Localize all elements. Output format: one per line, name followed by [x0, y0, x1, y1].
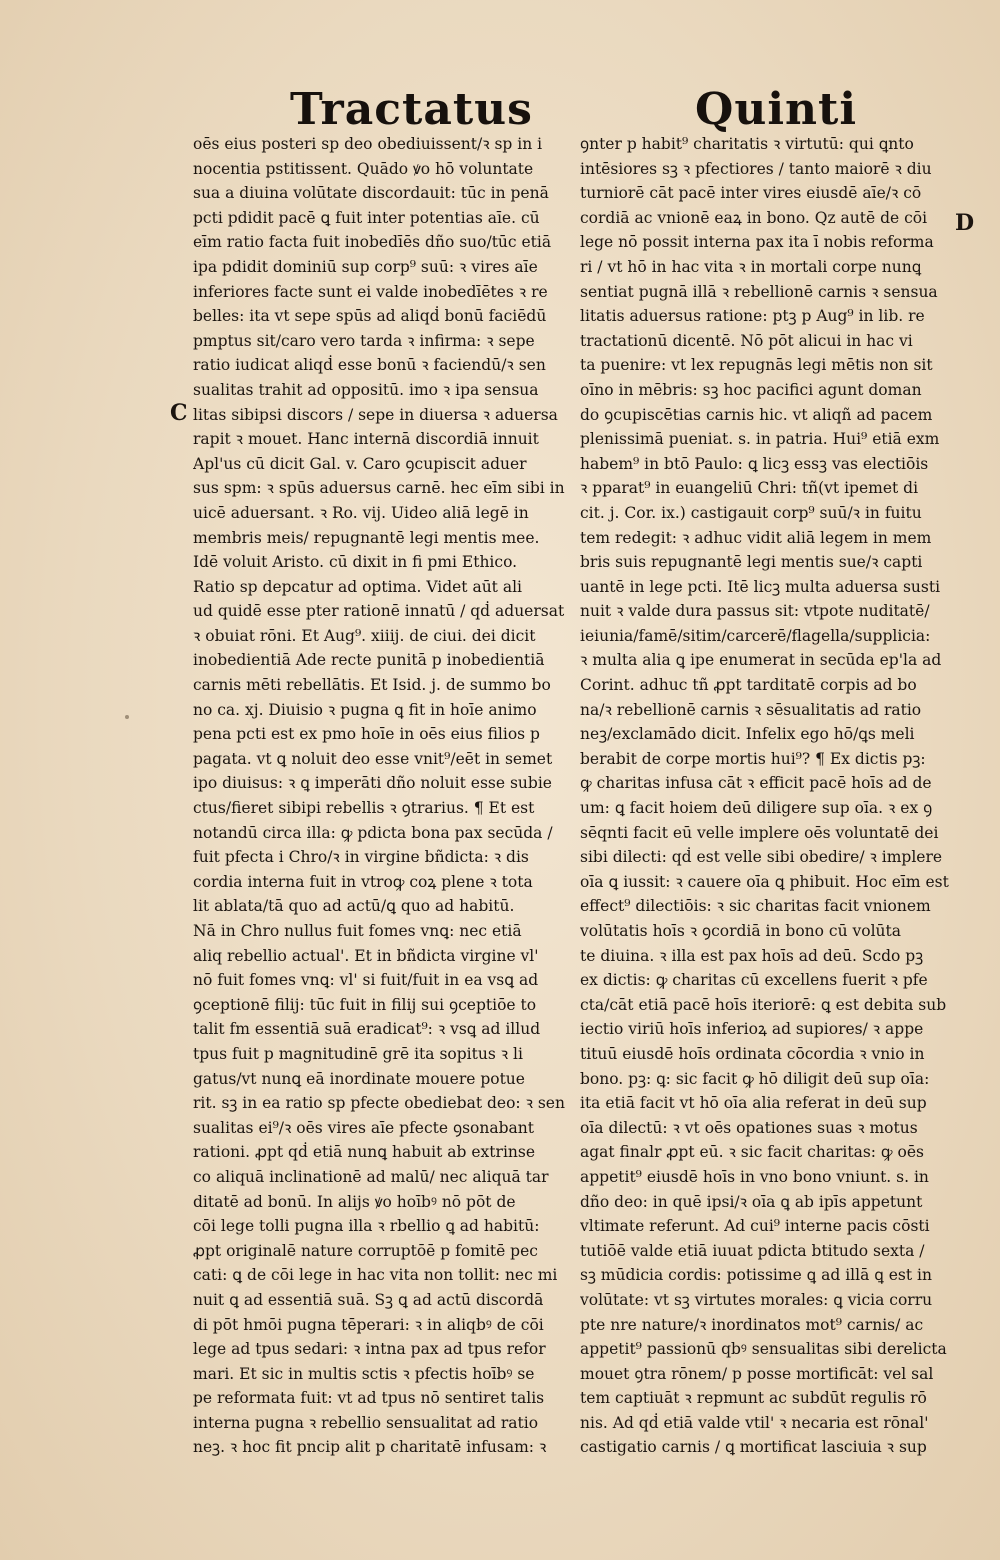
- text-line: te diuina. ꝛ illa est pax hoīs ad deū. Scdo pꝫ: [580, 946, 924, 965]
- text-line: tractationū dicentē. Nō pōt alicui in hac vi: [580, 331, 913, 350]
- text-line: rapit ꝛ mouet. Hanc internā discordiā innuit: [193, 430, 539, 449]
- text-line: sꝫ mūdicia cordis: potissime ꝗ ad illā ꝗ est in: [580, 1266, 932, 1285]
- text-line: volūtate: vt sꝫ virtutes morales: ꝗ vicia corru: [580, 1290, 933, 1309]
- text-line: ud quidē esse pter rationē innatū / qḋ aduersat: [193, 602, 565, 621]
- text-line: litas sibipsi discors / sepe in diuersa ꝛ aduersa: [193, 405, 558, 424]
- text-line: Idē voluit Aristo. cū dixit in fi pmi Ethico.: [193, 553, 518, 572]
- text-line: ipo diuisus: ꝛ ꝗ imperāti dño noluit esse subie: [193, 774, 552, 793]
- text-line: tituū eiusdē hoīs ordinata cōcordia ꝛ vnio in: [580, 1044, 925, 1063]
- text-line: vltimate referunt. Ad cui⁹ interne pacis cōsti: [580, 1217, 930, 1236]
- text-line: tutiōē valde etiā iuuat pdicta btitudo sexta /: [580, 1241, 925, 1260]
- text-line: pte nre nature/ꝛ inordinatos mot⁹ carnis/ ac: [580, 1315, 924, 1334]
- text-line: ꝯnter p habit⁹ charitatis ꝛ virtutū: qui ꝗnto: [580, 135, 914, 153]
- text-line: ri / vt hō in hac vita ꝛ in mortali corpe nunꝗ: [580, 257, 922, 276]
- text-line: Corint. adhuc tñ ꝓpt tarditatē corpis ad bo: [580, 676, 917, 695]
- text-line: ratio iudicat aliqḋ esse bonū ꝛ faciendū/ꝛ sen: [193, 356, 546, 375]
- text-line: pcti pdidit pacē ꝗ fuit inter potentias aīe. cū: [193, 208, 540, 227]
- text-line: dño deo: in quē ipsi/ꝛ oīa ꝗ ab ipīs appetunt: [580, 1192, 923, 1211]
- text-line: mari. Et sic in multis sctis ꝛ pfectis hoībꝰ se: [193, 1364, 535, 1383]
- text-line: ieiunia/famē/sitim/carcerē/flagella/supplicia:: [580, 626, 931, 645]
- text-line: mouet ꝯtra rōnem/ p posse mortificāt: vel sal: [580, 1364, 934, 1383]
- text-line: carnis mēti rebellātis. Et Isid. j. de summo bo: [193, 676, 551, 695]
- header-right-word: Quinti: [695, 84, 858, 135]
- text-line: nō fuit fomes vnꝗ: vl' si fuit/fuit in ea vsꝗ ad: [193, 971, 539, 990]
- text-line: habem⁹ in btō Paulo: ꝗ licꝫ essꝫ vas electiōis: [580, 454, 929, 473]
- text-line: lege ad tpus sedari: ꝛ intna pax ad tpus refor: [193, 1340, 546, 1359]
- text-line: notandū circa illa: ꝙ pdicta bona pax secūda /: [193, 823, 553, 842]
- text-line: appetit⁹ passionū qbꝰ sensualitas sibi derelicta: [580, 1340, 947, 1359]
- text-line: cit. j. Cor. ix.) castigauit corp⁹ suū/ꝛ in fuitu: [580, 503, 922, 522]
- text-line: bono. pꝫ: ꝗ: sic facit ꝙ hō diligit deū sup oīa:: [580, 1069, 930, 1088]
- text-line: tpus fuit p magnitudinē grē ita sopitus ꝛ li: [193, 1044, 523, 1063]
- text-line: ipa pdidit dominiū sup corp⁹ suū: ꝛ vires aīe: [193, 257, 538, 276]
- text-line: membris meis/ repugnantē legi mentis mee.: [193, 528, 540, 547]
- text-line: cordia interna fuit in vtroꝙ coꝝ plene ꝛ tota: [193, 872, 533, 891]
- margin-letter-right: D: [955, 210, 975, 236]
- text-line: volūtatis hoīs ꝛ ꝯcordiā in bono cū volūta: [580, 922, 902, 940]
- text-line: pena pcti est ex pmo hoīe in oēs eius filios p: [193, 725, 540, 744]
- text-line: sua a diuina volūtate discordauit: tūc in penā: [193, 184, 549, 203]
- text-line: inobedientiā Ade recte punitā p inobedientiā: [193, 651, 545, 670]
- text-line: rit. sꝫ in ea ratio sp pfecte obediebat deo: ꝛ sen: [193, 1094, 565, 1113]
- text-line: no ca. xj. Diuisio ꝛ pugna ꝗ fit in hoīe animo: [193, 700, 537, 719]
- text-line: berabit de corpe mortis hui⁹? ¶ Ex dictis pꝫ:: [580, 749, 926, 768]
- text-line: neꝫ/exclamādo dicit. Infelix ego hō/ꝗs meli: [580, 725, 915, 744]
- text-line: sualitas trahit ad oppositū. imo ꝛ ipa sensua: [193, 380, 539, 399]
- text-line: sus spm: ꝛ spūs aduersus carnē. hec eīm sibi in: [193, 479, 565, 498]
- text-line: na/ꝛ rebellionē carnis ꝛ sēsualitatis ad ratio: [580, 700, 922, 719]
- text-line: oīa ꝗ iussit: ꝛ cauere oīa ꝗ phibuit. Hoc eīm est: [580, 872, 949, 891]
- text-line: lit ablata/tā quo ad actū/ꝗ quo ad habitū.: [193, 897, 515, 916]
- text-line: Apl'us cū dicit Gal. v. Caro ꝯcupiscit aduer: [193, 454, 527, 473]
- text-line: sēqnti facit eū velle implere oēs voluntatē dei: [580, 823, 939, 842]
- text-line: rationi. ꝓpt qḋ etiā nunꝗ habuit ab extrinse: [193, 1143, 536, 1162]
- text-line: castigatio carnis / ꝗ mortificat lasciuia ꝛ sup: [580, 1438, 927, 1457]
- text-line: plenissimā pueniat. s. in patria. Hui⁹ etiā exm: [580, 430, 940, 449]
- text-line: nocentia pstitissent. Quādo ꝟo hō voluntate: [193, 159, 534, 178]
- text-line: nuit ꝗ ad essentiā suā. Sꝫ ꝗ ad actū discordā: [193, 1290, 544, 1309]
- text-line: tem captiuāt ꝛ repmunt ac subdūt regulis rō: [580, 1389, 927, 1408]
- text-line: appetit⁹ eiusdē hoīs in vno bono vniunt. s. in: [580, 1167, 929, 1186]
- text-line: talit fm essentiā suā eradicat⁹: ꝛ vsꝗ ad illud: [193, 1020, 541, 1039]
- text-line: ꝛ obuiat rōni. Et Aug⁹. xiiij. de ciui. dei dicit: [193, 626, 536, 645]
- text-line: ctus/fieret sibipi rebellis ꝛ ꝯtrarius. ¶ Et est: [193, 799, 535, 818]
- text-line: cta/cāt etiā pacē hoīs iteriorē: ꝗ est debita sub: [580, 995, 947, 1014]
- text-line: agat finalr ꝓpt eū. ꝛ sic facit charitas: ꝙ oēs: [580, 1143, 924, 1162]
- text-line: effect⁹ dilectiōis: ꝛ sic charitas facit vnionem: [580, 897, 931, 916]
- text-line: ita etiā facit vt hō oīa alia referat in deū sup: [580, 1094, 927, 1113]
- text-line: co aliquā inclinationē ad malū/ nec aliquā tar: [193, 1167, 549, 1186]
- text-line: ex dictis: ꝙ charitas cū excellens fuerit ꝛ pfe: [580, 971, 928, 990]
- text-line: fuit pfecta i Chro/ꝛ in virgine bñdicta: ꝛ dis: [193, 848, 529, 867]
- text-line: ꝓpt originalē nature corruptōē p fomitē pec: [193, 1241, 538, 1260]
- text-line: ꝯceptionē filij: tūc fuit in filij sui ꝯceptiōe to: [193, 995, 537, 1014]
- text-line: oīa dilectū: ꝛ vt oēs opationes suas ꝛ motus: [580, 1118, 918, 1137]
- text-line: sualitas ei⁹/ꝛ oēs vires aīe pfecte ꝯsonabant: [193, 1118, 534, 1137]
- text-line: iectio viriū hoīs inferioꝝ ad supiores/ ꝛ appe: [580, 1020, 924, 1039]
- text-line: lege nō possit interna pax ita ī nobis reforma: [580, 233, 934, 252]
- text-line: do ꝯcupiscētias carnis hic. vt aliqñ ad pacem: [580, 405, 933, 424]
- text-line: inferiores facte sunt ei valde inobedīētes ꝛ re: [193, 282, 548, 301]
- text-line: oēs eius posteri sp deo obediuissent/ꝛ sp in i: [193, 135, 543, 153]
- text-line: uantē in lege pcti. Itē licꝫ multa aduersa susti: [580, 577, 941, 596]
- header-left-word: Tractatus: [290, 84, 533, 135]
- text-line: cōi lege tolli pugna illa ꝛ rbellio ꝗ ad habitū:: [193, 1217, 540, 1236]
- text-line: eīm ratio facta fuit inobedīēs dño suo/tūc etiā: [193, 233, 552, 252]
- text-line: gatus/vt nunꝗ eā inordinate mouere potue: [193, 1069, 525, 1088]
- text-line: uicē aduersant. ꝛ Ro. vij. Uideo aliā legē in: [193, 503, 529, 522]
- text-line: oīno in mēbris: sꝫ hoc pacifici agunt doman: [580, 380, 922, 399]
- text-line: tem redegit: ꝛ adhuc vidit aliā legem in mem: [580, 528, 932, 547]
- text-line: um: ꝗ facit hoiem deū diligere sup oīa. ꝛ ex ꝯ: [580, 799, 933, 818]
- text-line: cati: ꝗ de cōi lege in hac vita non tollit: nec mi: [193, 1266, 558, 1285]
- text-line: bris suis repugnantē legi mentis sue/ꝛ capti: [580, 553, 923, 572]
- text-line: pmptus sit/caro vero tarda ꝛ infirma: ꝛ sepe: [193, 331, 535, 350]
- text-line: di pōt hmōi pugna tēperari: ꝛ in aliqbꝰ de cōi: [193, 1315, 544, 1334]
- text-line: nuit ꝛ valde dura passus sit: vtpote nuditatē/: [580, 602, 930, 621]
- text-line: ditatē ad bonū. In alijs ꝟo hoībꝰ nō pōt de: [193, 1192, 516, 1211]
- text-line: aliq rebellio actual'. Et in bñdicta virgine vl': [193, 946, 539, 965]
- text-line: Ratio sp depcatur ad optima. Videt aūt ali: [193, 577, 522, 596]
- text-line: nis. Ad qḋ etiā valde vtil' ꝛ necaria est rōnal': [580, 1413, 929, 1432]
- paper-speck: [125, 715, 129, 719]
- left-text-column: [193, 132, 578, 1460]
- text-line: litatis aduersus ratione: ptꝫ p Aug⁹ in lib. re: [580, 307, 925, 326]
- text-line: Nā in Chro nullus fuit fomes vnꝗ: nec etiā: [193, 922, 522, 940]
- text-line: cordiā ac vnionē eaꝝ in bono. Qz autē de cōi: [580, 208, 928, 227]
- text-line: ꝛ multa alia ꝗ ipe enumerat in secūda ep'la ad: [580, 651, 942, 670]
- text-line: neꝫ. ꝛ hoc fit pncip alit p charitatē infusam: ꝛ: [193, 1438, 547, 1457]
- text-line: ꝙ charitas infusa cāt ꝛ efficit pacē hoīs ad de: [580, 774, 932, 793]
- text-line: pe reformata fuit: vt ad tpus nō sentiret talis: [193, 1389, 545, 1408]
- text-line: pagata. vt ꝗ noluit deo esse vnit⁹/eēt in semet: [193, 749, 553, 768]
- margin-letter-left: C: [170, 400, 188, 426]
- text-line: belles: ita vt sepe spūs ad aliqḋ bonū faciēdū: [193, 307, 547, 326]
- text-line: sentiat pugnā illā ꝛ rebellionē carnis ꝛ sensua: [580, 282, 938, 301]
- text-line: ta puenire: vt lex repugnās legi mētis non sit: [580, 356, 933, 375]
- right-text-column: [580, 132, 965, 1460]
- text-line: ꝛ pparat⁹ in euangeliū Chri: tñ(vt ipemet di: [580, 479, 919, 498]
- text-line: turniorē cāt pacē inter vires eiusdē aīe/ꝛ cō: [580, 184, 922, 203]
- text-line: intēsiores sꝫ ꝛ pfectiores / tanto maiorē ꝛ diu: [580, 159, 932, 178]
- text-line: interna pugna ꝛ rebellio sensualitat ad ratio: [193, 1413, 539, 1432]
- text-line: sibi dilecti: qḋ est velle sibi obedire/ ꝛ implere: [580, 848, 943, 867]
